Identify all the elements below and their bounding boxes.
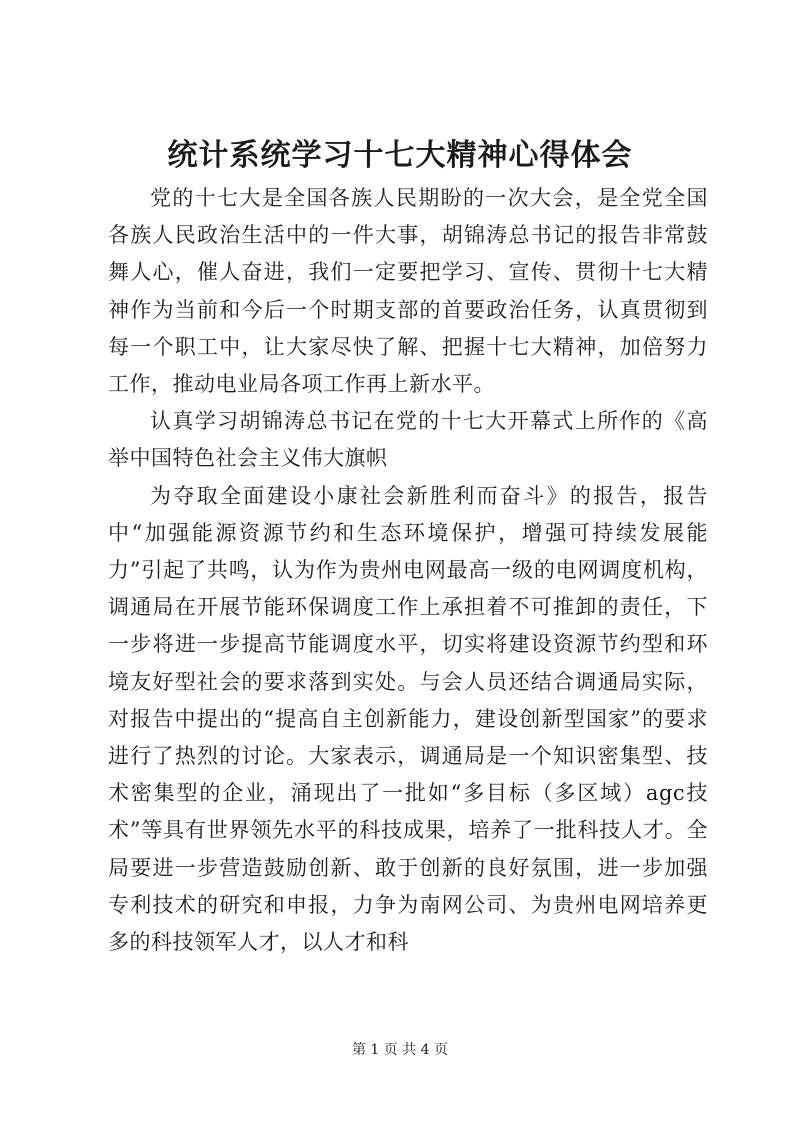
paragraph-3: 为夺取全面建设小康社会新胜利而奋斗》的报告，报告中“加强能源资源节约和生态环境保护，增强可持续发展能力”引起了共鸣，认为作为贵州电网最高一级的电网调度机构，调通局在开展节能环保调度工作上承担着不可推卸的责任，下一步将进一步提高节能调度水平，切实将建设资源节约型和环境友好型社会的要求落到实处。与会人员还结合调通局实际，对报告中提出的“提高自主创新能力，建设创新型国家”的要求进行了热烈的讨论。大家表示，调通局是一个知识密集型、技术密集型的企业，涌现出了一批如“多目标（多区域）agc技术”等具有世界领先水平的科技成果，培养了一批科技人才。全局要进一步营造鼓励创新、敢于创新的良好氛围，进一步加强专利技术的研究和申报，力争为南网公司、为贵州电网培养更多的科技领军人才，以人才和科 (108, 483, 708, 955)
page-title: 统计系统学习十七大精神心得体会 (167, 138, 633, 173)
paragraph-2: 认真学习胡锦涛总书记在党的十七大开幕式上所作的《高举中国特色社会主义伟大旗帜 (108, 409, 708, 471)
paragraph-1: 党的十七大是全国各族人民期盼的一次大会，是全党全国各族人民政治生活中的一件大事，胡锦涛总书记的报告非常鼓舞人心，催人奋进，我们一定要把学习、宣传、贯彻十七大精神作为当前和今后一个时期支部的首要政治任务，认真贯彻到每一个职工中，让大家尽快了解、把握十七大精神，加倍努力工作，推动电业局各项工作再上新水平。 (108, 186, 708, 397)
document-body (108, 180, 708, 961)
page-footer: 第 1 页 共 4 页 (351, 1042, 449, 1058)
